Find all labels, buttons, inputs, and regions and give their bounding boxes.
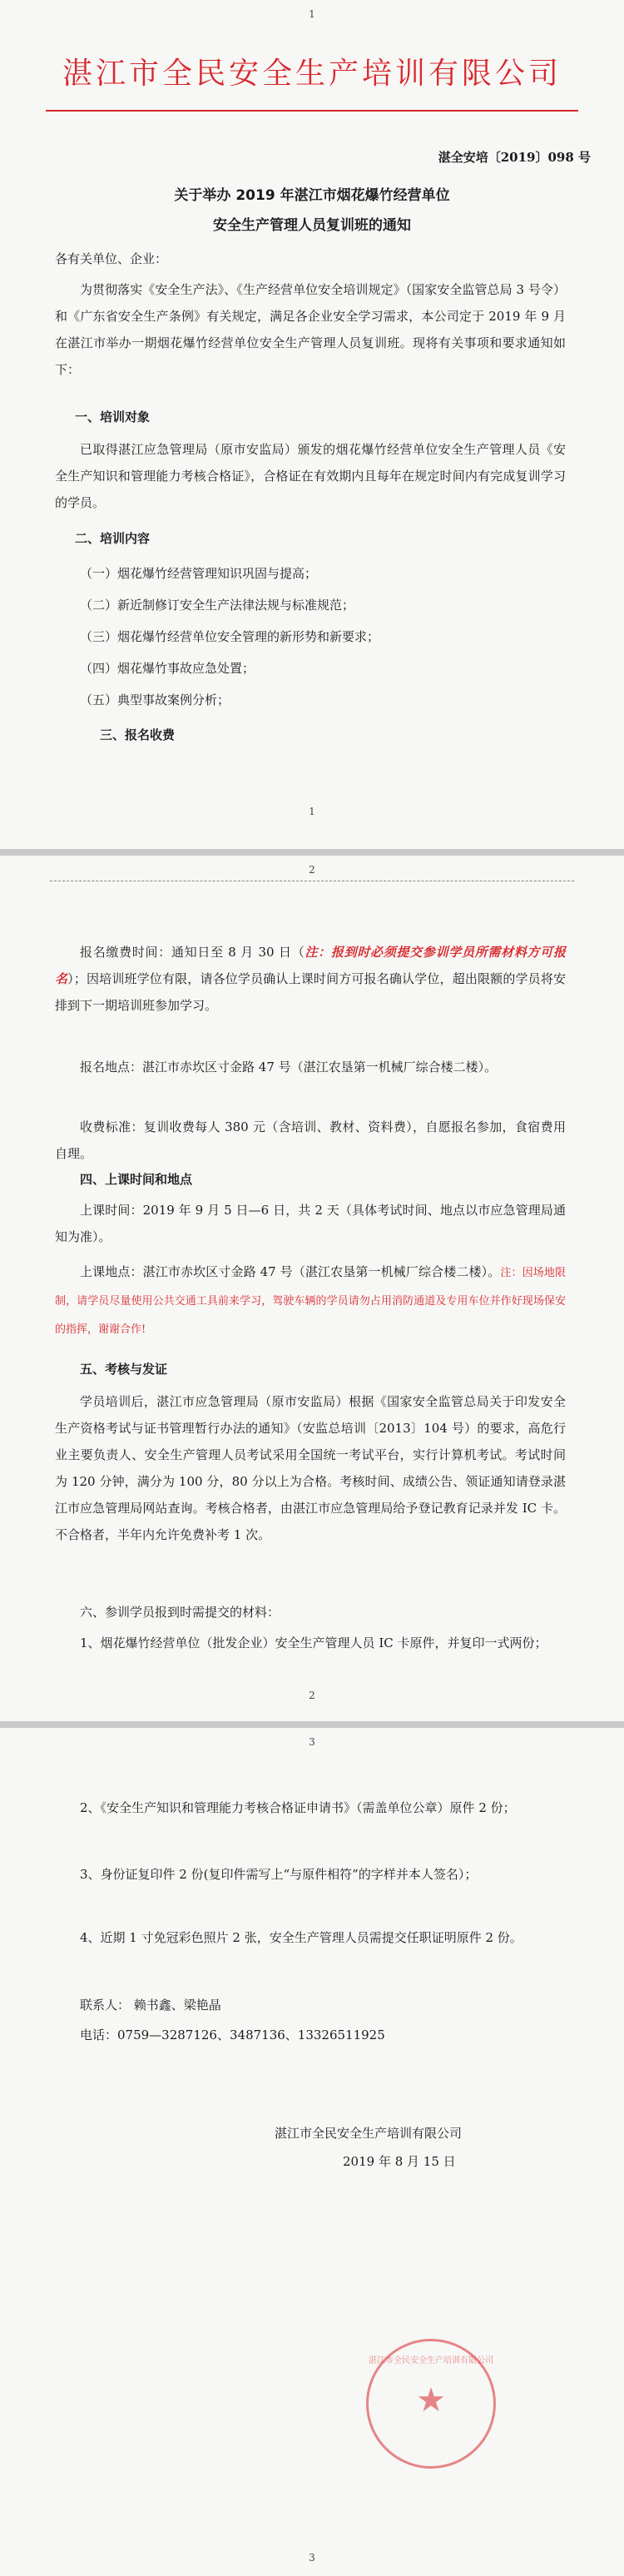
company-letterhead: 湛江市全民安全生产培训有限公司 [62,57,562,91]
seal-lettering: 湛江市全民安全生产培训有限公司 [369,2356,493,2365]
title-line-2: 安全生产管理人员复训班的通知 [213,217,411,234]
fee-standard: 收费标准：复训收费每人 380 元（含培训、教材、资料费），自愿报名参加，食宿费用自理。 [55,1119,566,1161]
content-item: （一）烟花爆竹经营管理知识巩固与提高； [80,566,318,581]
signature-company: 湛江市全民安全生产培训有限公司 [275,2126,463,2141]
salutation: 各有关单位、企业： [55,251,168,266]
material-item-1: 1、烟花爆竹经营单位（批发企业）安全生产管理人员 IC 卡原件，并复印一式两份； [80,1635,547,1650]
document-number: 湛全安培〔2019〕098 号 [438,150,591,165]
class-place-paragraph [55,1258,566,1343]
page-number-top: 3 [309,1736,315,1748]
exam-paragraph: 学员培训后，湛江市应急管理局（原市安监局）根据《国家安全监管总局关于印发安全生产资格考试与证书管理暂行办法的通知》（安监总培训〔2013〕104 号）的要求，高危行业主要负责人、安全生产管理人员考试采用全国统一考试平台，实行计算机考试。考试时间为 120 分钟，满分为 100 分，80 分以上为合格。考核时间、成绩公告、领证通知请登录湛江市应急管理局网站查询。考核合格者，由湛江市应急管理局给予登记教育记录并发 IC 卡。不合格者，半年内允许免费补考 1 次。 [55,1394,566,1542]
material-item-3: 3、身份证复印件 2 份(复印件需写上“与原件相符”的字样并本人签名）； [80,1867,478,1882]
content-item: （二）新近制修订安全生产法律法规与标准规范； [80,598,355,613]
class-place-note: 注：因场地限制，请学员尽量使用公共交通工具前来学习，驾驶车辆的学员请勿占用消防通道及专用车位并作好现场保安的指挥，谢谢合作! [55,1267,566,1336]
heading-materials: 六、参训学员报到时需提交的材料： [80,1605,280,1620]
heading-registration-fee: 三、报名收费 [100,727,176,742]
page-number-bottom: 1 [309,806,315,817]
page-number-top: 1 [309,8,315,20]
registration-time-text: 报名缴费时间：通知日至 8 月 30 日（ [80,945,305,960]
page-number-top: 2 [309,864,315,876]
contact-person: 联系人： 赖书鑫、梁艳晶 [80,1998,221,2013]
registration-place: 报名地点：湛江市赤坎区寸金路 47 号（湛江农垦第一机械厂综合楼二楼）。 [80,1060,498,1075]
content-item: （五）典型事故案例分析； [80,692,230,707]
page-number-bottom: 3 [309,2552,315,2564]
content-item: （四）烟花爆竹事故应急处置； [80,661,255,676]
class-place-text: 上课地点：湛江市赤坎区寸金路 47 号（湛江农垦第一机械厂综合楼二楼）。 [80,1264,501,1279]
registration-time-tail: ）；因培训班学位有限，请各位学员确认上课时间方可报名确认学位，超出限额的学员将安排到下一期培训班参加学习。 [55,971,566,1013]
page-2 [0,856,624,1721]
heading-training-target: 一、培训对象 [75,409,151,424]
content-item: （三）烟花爆竹经营单位安全管理的新形势和新要求； [80,629,380,644]
material-item-2: 2、《安全生产知识和管理能力考核合格证申请书》（需盖单位公章）原件 2 份； [80,1800,516,1815]
registration-time-paragraph [55,939,566,1019]
company-seal [366,2339,496,2469]
heading-exam-certification: 五、考核与发证 [80,1362,168,1377]
signature-date: 2019 年 8 月 15 日 [343,2154,456,2169]
page-1 [0,0,624,849]
page-number-bottom: 2 [309,1690,315,1701]
intro-paragraph: 为贯彻落实《安全生产法》、《生产经营单位安全培训规定》（国家安全监管总局 3 号令）和《广东省安全生产条例》有关规定，满足各企业安全学习需求，本公司定于 2019 年 9 月在湛江市举办一期烟花爆竹经营单位安全生产管理人员复训班。现将有关事项和要求通知如下： [55,282,566,377]
title-line-1: 关于举办 2019 年湛江市烟花爆竹经营单位 [174,187,450,204]
star-icon: ★ [416,2381,446,2420]
heading-class-time-place: 四、上课时间和地点 [80,1172,193,1187]
letterhead-divider [46,110,578,112]
contact-phone: 电话：0759—3287126、3487136、13326511925 [80,2028,385,2042]
registration-note: 注：报到时必须提交参训学员所需材料方可报名 [55,945,566,986]
class-time: 上课时间：2019 年 9 月 5 日—6 日，共 2 天（具体考试时间、地点以市应急管理局通知为准）。 [55,1203,566,1244]
material-item-4: 4、近期 1 寸免冠彩色照片 2 张，安全生产管理人员需提交任职证明原件 2 份。 [80,1930,522,1945]
page-3 [0,1728,624,2576]
heading-training-content: 二、培训内容 [75,531,151,546]
training-target-paragraph: 已取得湛江应急管理局（原市安监局）颁发的烟花爆竹经营单位安全生产管理人员《安全生产知识和管理能力考核合格证》，合格证在有效期内且每年在规定时间内有完成复训学习的学员。 [55,442,566,510]
